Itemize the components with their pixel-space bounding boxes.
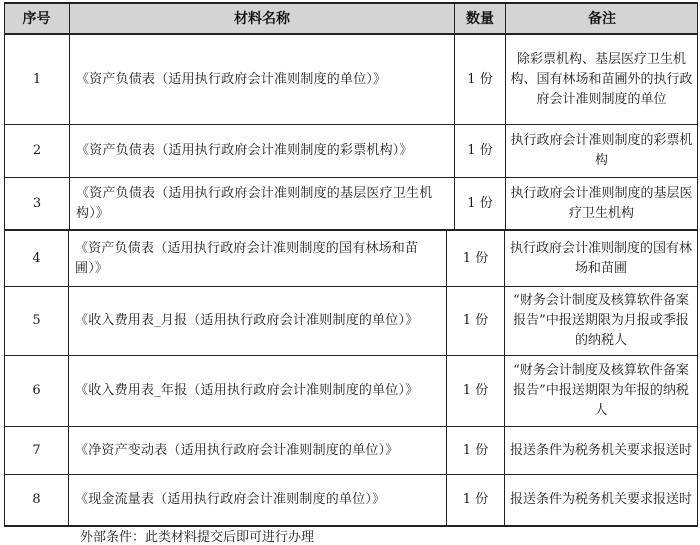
row-material-name: 《收入费用表_月报（适用执行政府会计准则制度的单位）》 [75,313,419,328]
row-quantity: 1 份 [462,313,489,328]
row-material-name: 《现金流量表（适用执行政府会计准则制度的单位）》 [75,492,386,507]
row-seq: 2 [32,143,42,158]
row-seq: 1 [32,71,42,87]
row-quantity: 1 份 [467,195,493,211]
row-material-name: 《资产负债表（适用执行政府会计准则制度的基层医疗卫生机构）》 [76,185,433,221]
header-material-name: 材料名称 [70,3,454,33]
row-material-name: 《净资产变动表（适用执行政府会计准则制度的单位）》 [75,442,399,458]
row-seq: 7 [32,442,41,458]
row-seq: 3 [32,195,42,211]
row-remarks: “财务会计制度及核算软件备案报告”中报送期限为年报的纳税人 [513,363,689,418]
row-remarks: “财务会计制度及核算软件备案报告”中报送期限为月报或季报的纳税人 [513,293,689,348]
row-material-name: 《资产负债表（适用执行政府会计准则制度的单位）》 [76,71,387,87]
header-quantity: 数量 [455,3,505,33]
row-remarks: 执行政府会计准则制度的国有林场和苗圃 [509,240,692,276]
row-seq: 8 [32,492,41,507]
row-quantity: 1 份 [462,383,489,398]
header-seq: 序号 [4,3,69,33]
row-material-name: 《资产负债表（适用执行政府会计准则制度的国有林场和苗圃）》 [75,240,419,276]
row-quantity: 1 份 [467,71,493,87]
col-border [697,230,698,527]
row-quantity: 1 份 [462,492,489,507]
table-top-border [4,2,698,4]
row-remarks: 报送条件为税务机关要求报送时 [509,492,692,507]
row-seq: 4 [32,250,41,266]
col-border [697,2,698,231]
row-material-name: 《收入费用表_年报（适用执行政府会计准则制度的单位）》 [75,383,419,398]
row-seq: 5 [32,313,41,328]
row-remarks: 报送条件为税务机关要求报送时 [509,442,692,458]
row-seq: 6 [32,383,41,398]
header-remarks: 备注 [506,3,698,33]
row-remarks: 执行政府会计准则制度的彩票机构 [510,133,693,168]
row-remarks: 执行政府会计准则制度的基层医疗卫生机构 [510,185,693,221]
row-quantity: 1 份 [462,442,489,458]
row-quantity: 1 份 [462,250,489,266]
row-quantity: 1 份 [467,143,493,158]
row-remarks: 除彩票机构、基层医疗卫生机构、国有林场和苗圃外的执行政府会计准则制度的单位 [510,51,693,107]
footer-text: 外部条件：此类材料提交后即可进行办理 [80,530,315,545]
row-material-name: 《资产负债表（适用执行政府会计准则制度的彩票机构）》 [76,143,413,158]
